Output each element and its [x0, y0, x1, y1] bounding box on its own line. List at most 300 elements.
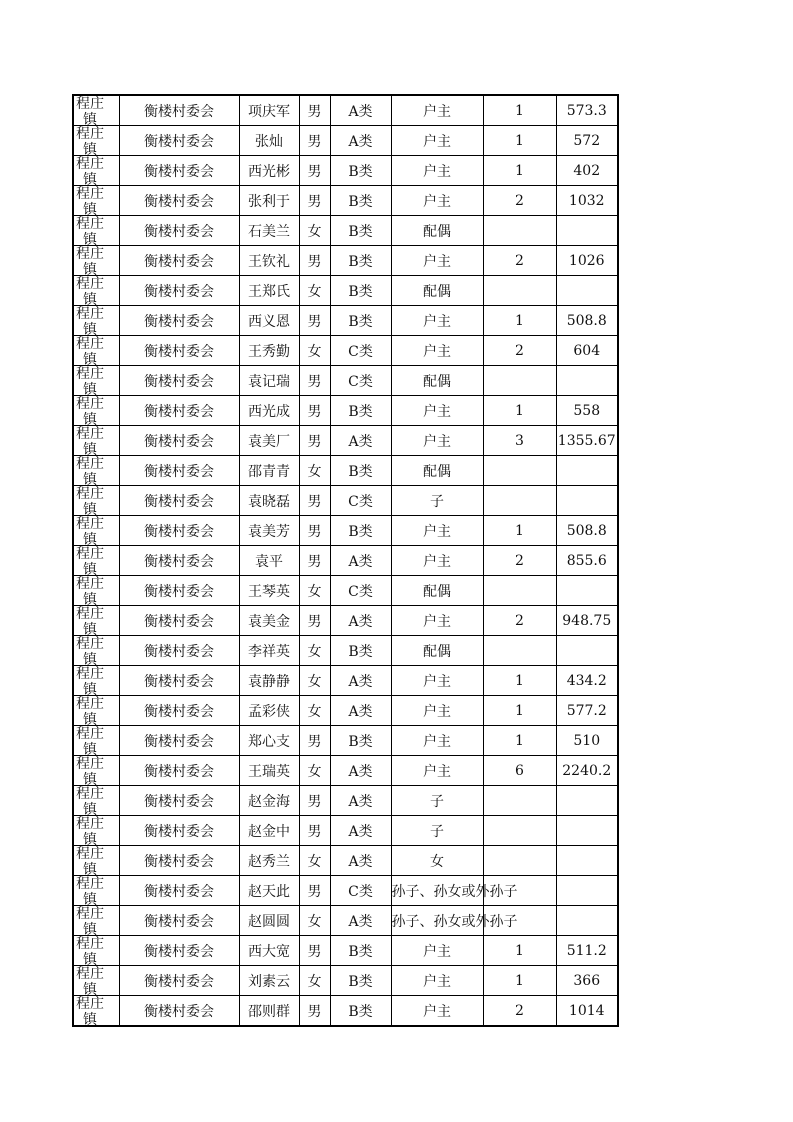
relation-cell: 户主 [391, 606, 483, 636]
town-cell [73, 996, 119, 1027]
category-cell: B类 [330, 996, 391, 1027]
name-cell: 郑心支 [239, 726, 299, 756]
amount-cell: 366 [556, 966, 618, 996]
name-cell: 邵青青 [239, 456, 299, 486]
count-cell: 1 [483, 95, 556, 126]
relation-cell: 户主 [391, 726, 483, 756]
relation-cell: 户主 [391, 426, 483, 456]
amount-cell: 402 [556, 156, 618, 186]
gender-cell: 男 [299, 816, 330, 846]
relation-text: 孙子、孙女或外孙子 [391, 883, 518, 900]
name-cell: 赵天此 [239, 876, 299, 906]
town-text: 程庄镇 [76, 126, 104, 158]
town-cell [73, 156, 119, 186]
name-cell: 西大宽 [239, 936, 299, 966]
name-cell: 袁美芳 [239, 516, 299, 546]
amount-cell [556, 576, 618, 606]
category-cell: A类 [330, 816, 391, 846]
table-row [73, 246, 618, 276]
amount-cell: 948.75 [556, 606, 618, 636]
count-cell [483, 276, 556, 306]
village-cell: 衡楼村委会 [119, 756, 239, 786]
relation-cell: 户主 [391, 546, 483, 576]
town-cell [73, 95, 119, 126]
category-cell: B类 [330, 306, 391, 336]
town-cell [73, 636, 119, 666]
town-text: 程庄镇 [76, 786, 104, 818]
town-text: 程庄镇 [76, 516, 104, 548]
village-cell: 衡楼村委会 [119, 936, 239, 966]
village-cell: 衡楼村委会 [119, 95, 239, 126]
name-cell: 赵金海 [239, 786, 299, 816]
town-cell [73, 426, 119, 456]
category-cell: B类 [330, 516, 391, 546]
gender-cell: 男 [299, 726, 330, 756]
count-cell [483, 486, 556, 516]
town-cell [73, 306, 119, 336]
town-cell [73, 786, 119, 816]
town-cell [73, 246, 119, 276]
village-cell: 衡楼村委会 [119, 666, 239, 696]
gender-cell: 男 [299, 396, 330, 426]
amount-cell: 1355.67 [556, 426, 618, 456]
category-cell: A类 [330, 906, 391, 936]
village-cell: 衡楼村委会 [119, 516, 239, 546]
town-text: 程庄镇 [76, 276, 104, 308]
table-row [73, 95, 618, 126]
gender-cell: 女 [299, 696, 330, 726]
town-cell [73, 366, 119, 396]
gender-cell: 男 [299, 546, 330, 576]
amount-cell [556, 876, 618, 906]
name-cell: 李祥英 [239, 636, 299, 666]
count-cell [483, 786, 556, 816]
gender-cell: 男 [299, 186, 330, 216]
count-cell [483, 216, 556, 246]
amount-cell: 855.6 [556, 546, 618, 576]
gender-cell: 女 [299, 336, 330, 366]
town-text: 程庄镇 [76, 666, 104, 698]
table-row [73, 306, 618, 336]
village-cell: 衡楼村委会 [119, 696, 239, 726]
category-cell: B类 [330, 636, 391, 666]
count-cell: 1 [483, 516, 556, 546]
relation-cell: 子 [391, 486, 483, 516]
town-text: 程庄镇 [76, 876, 104, 908]
category-cell: B类 [330, 726, 391, 756]
village-cell: 衡楼村委会 [119, 486, 239, 516]
category-cell: C类 [330, 876, 391, 906]
town-text: 程庄镇 [76, 186, 104, 218]
count-cell [483, 846, 556, 876]
amount-cell: 573.3 [556, 95, 618, 126]
name-cell: 刘素云 [239, 966, 299, 996]
amount-cell: 508.8 [556, 306, 618, 336]
town-cell [73, 396, 119, 426]
count-cell: 1 [483, 306, 556, 336]
name-cell: 王郑氏 [239, 276, 299, 306]
count-cell: 2 [483, 996, 556, 1027]
relation-cell: 配偶 [391, 276, 483, 306]
name-cell: 孟彩侠 [239, 696, 299, 726]
count-cell: 2 [483, 606, 556, 636]
town-cell [73, 726, 119, 756]
amount-cell: 572 [556, 126, 618, 156]
amount-cell: 1032 [556, 186, 618, 216]
town-text: 程庄镇 [76, 606, 104, 638]
relation-cell: 户主 [391, 126, 483, 156]
table-row [73, 366, 618, 396]
amount-cell: 1014 [556, 996, 618, 1027]
town-text: 程庄镇 [76, 546, 104, 578]
town-text: 程庄镇 [76, 996, 104, 1028]
relation-cell: 户主 [391, 186, 483, 216]
name-cell: 袁静静 [239, 666, 299, 696]
town-cell [73, 936, 119, 966]
table-row [73, 336, 618, 366]
table-row [73, 996, 618, 1027]
relation-cell: 户主 [391, 996, 483, 1027]
village-cell: 衡楼村委会 [119, 876, 239, 906]
town-text: 程庄镇 [76, 966, 104, 998]
table-row [73, 186, 618, 216]
town-text: 程庄镇 [76, 636, 104, 668]
category-cell: A类 [330, 546, 391, 576]
gender-cell: 女 [299, 756, 330, 786]
relation-cell: 户主 [391, 336, 483, 366]
relation-cell: 户主 [391, 95, 483, 126]
gender-cell: 男 [299, 126, 330, 156]
name-cell: 袁平 [239, 546, 299, 576]
category-cell: A类 [330, 666, 391, 696]
count-cell: 1 [483, 666, 556, 696]
relation-cell: 女 [391, 846, 483, 876]
category-cell: B类 [330, 966, 391, 996]
count-cell: 2 [483, 186, 556, 216]
table-row [73, 426, 618, 456]
relation-cell [391, 906, 518, 936]
village-cell: 衡楼村委会 [119, 546, 239, 576]
category-cell: A类 [330, 426, 391, 456]
count-cell [483, 816, 556, 846]
table-row [73, 876, 618, 906]
relation-cell: 户主 [391, 936, 483, 966]
count-cell: 1 [483, 726, 556, 756]
category-cell: B类 [330, 186, 391, 216]
data-table [72, 94, 619, 1027]
town-text: 程庄镇 [76, 156, 104, 188]
gender-cell: 男 [299, 936, 330, 966]
table-row [73, 126, 618, 156]
category-cell: C类 [330, 366, 391, 396]
name-cell: 项庆军 [239, 95, 299, 126]
town-cell [73, 546, 119, 576]
town-cell [73, 486, 119, 516]
relation-cell: 户主 [391, 396, 483, 426]
gender-cell: 女 [299, 906, 330, 936]
amount-cell: 558 [556, 396, 618, 426]
town-text: 程庄镇 [76, 936, 104, 968]
gender-cell: 女 [299, 276, 330, 306]
village-cell: 衡楼村委会 [119, 816, 239, 846]
amount-cell: 2240.2 [556, 756, 618, 786]
count-cell: 1 [483, 156, 556, 186]
count-cell [483, 576, 556, 606]
town-text: 程庄镇 [76, 756, 104, 788]
gender-cell: 男 [299, 516, 330, 546]
count-cell [483, 636, 556, 666]
town-cell [73, 906, 119, 936]
table-row [73, 756, 618, 786]
gender-cell: 男 [299, 996, 330, 1027]
table-row [73, 786, 618, 816]
count-cell [483, 456, 556, 486]
town-text: 程庄镇 [76, 216, 104, 248]
table-row [73, 816, 618, 846]
town-cell [73, 846, 119, 876]
category-cell: A类 [330, 786, 391, 816]
village-cell: 衡楼村委会 [119, 216, 239, 246]
relation-cell: 子 [391, 816, 483, 846]
town-cell [73, 576, 119, 606]
relation-text: 孙子、孙女或外孙子 [391, 913, 518, 930]
amount-cell [556, 276, 618, 306]
table-row [73, 456, 618, 486]
count-cell: 1 [483, 396, 556, 426]
village-cell: 衡楼村委会 [119, 786, 239, 816]
amount-cell: 510 [556, 726, 618, 756]
count-cell: 1 [483, 966, 556, 996]
count-cell: 1 [483, 126, 556, 156]
count-cell: 6 [483, 756, 556, 786]
village-cell: 衡楼村委会 [119, 726, 239, 756]
category-cell: A类 [330, 606, 391, 636]
village-cell: 衡楼村委会 [119, 366, 239, 396]
table-body [73, 95, 618, 1026]
village-cell: 衡楼村委会 [119, 456, 239, 486]
table-row [73, 966, 618, 996]
count-cell: 2 [483, 546, 556, 576]
name-cell: 西光彬 [239, 156, 299, 186]
village-cell: 衡楼村委会 [119, 606, 239, 636]
relation-cell: 户主 [391, 516, 483, 546]
relation-cell: 户主 [391, 246, 483, 276]
table-row [73, 606, 618, 636]
amount-cell [556, 216, 618, 246]
name-cell: 袁晓磊 [239, 486, 299, 516]
count-cell: 3 [483, 426, 556, 456]
amount-cell [556, 816, 618, 846]
amount-cell: 434.2 [556, 666, 618, 696]
relation-cell: 子 [391, 786, 483, 816]
gender-cell: 女 [299, 216, 330, 246]
gender-cell: 女 [299, 456, 330, 486]
count-cell [483, 366, 556, 396]
name-cell: 袁美厂 [239, 426, 299, 456]
village-cell: 衡楼村委会 [119, 336, 239, 366]
relation-cell: 配偶 [391, 216, 483, 246]
name-cell: 西义恩 [239, 306, 299, 336]
town-cell [73, 276, 119, 306]
amount-cell [556, 906, 618, 936]
town-text: 程庄镇 [76, 246, 104, 278]
town-text: 程庄镇 [76, 426, 104, 458]
name-cell: 袁记瑞 [239, 366, 299, 396]
town-cell [73, 606, 119, 636]
town-cell [73, 666, 119, 696]
amount-cell: 577.2 [556, 696, 618, 726]
table-row [73, 276, 618, 306]
town-cell [73, 456, 119, 486]
table-row [73, 936, 618, 966]
village-cell: 衡楼村委会 [119, 126, 239, 156]
name-cell: 邵则群 [239, 996, 299, 1027]
gender-cell: 男 [299, 95, 330, 126]
table-row [73, 576, 618, 606]
category-cell: B类 [330, 396, 391, 426]
town-cell [73, 756, 119, 786]
table-row [73, 906, 618, 936]
category-cell: A类 [330, 756, 391, 786]
category-cell: B类 [330, 276, 391, 306]
relation-cell: 户主 [391, 756, 483, 786]
table-row [73, 516, 618, 546]
category-cell: A类 [330, 696, 391, 726]
table-row [73, 216, 618, 246]
town-cell [73, 696, 119, 726]
table-row [73, 156, 618, 186]
town-text: 程庄镇 [76, 96, 104, 128]
amount-cell [556, 366, 618, 396]
amount-cell [556, 786, 618, 816]
relation-cell: 配偶 [391, 576, 483, 606]
gender-cell: 男 [299, 876, 330, 906]
name-cell: 张灿 [239, 126, 299, 156]
town-cell [73, 216, 119, 246]
relation-cell [391, 876, 518, 906]
table-row [73, 696, 618, 726]
gender-cell: 女 [299, 636, 330, 666]
relation-cell: 配偶 [391, 636, 483, 666]
relation-cell: 户主 [391, 306, 483, 336]
table-row [73, 486, 618, 516]
category-cell: A类 [330, 846, 391, 876]
gender-cell: 男 [299, 486, 330, 516]
gender-cell: 女 [299, 966, 330, 996]
name-cell: 石美兰 [239, 216, 299, 246]
table-row [73, 726, 618, 756]
name-cell: 袁美金 [239, 606, 299, 636]
town-cell [73, 966, 119, 996]
gender-cell: 男 [299, 156, 330, 186]
relation-cell: 户主 [391, 966, 483, 996]
category-cell: C类 [330, 576, 391, 606]
village-cell: 衡楼村委会 [119, 426, 239, 456]
town-text: 程庄镇 [76, 456, 104, 488]
table-row [73, 546, 618, 576]
town-text: 程庄镇 [76, 396, 104, 428]
village-cell: 衡楼村委会 [119, 966, 239, 996]
town-text: 程庄镇 [76, 576, 104, 608]
relation-cell: 配偶 [391, 366, 483, 396]
village-cell: 衡楼村委会 [119, 906, 239, 936]
village-cell: 衡楼村委会 [119, 636, 239, 666]
village-cell: 衡楼村委会 [119, 996, 239, 1027]
category-cell: C类 [330, 336, 391, 366]
count-cell: 1 [483, 696, 556, 726]
category-cell: B类 [330, 216, 391, 246]
village-cell: 衡楼村委会 [119, 246, 239, 276]
town-text: 程庄镇 [76, 906, 104, 938]
village-cell: 衡楼村委会 [119, 576, 239, 606]
town-text: 程庄镇 [76, 696, 104, 728]
count-cell: 2 [483, 246, 556, 276]
count-cell: 1 [483, 936, 556, 966]
name-cell: 王琴英 [239, 576, 299, 606]
category-cell: C类 [330, 486, 391, 516]
name-cell: 赵秀兰 [239, 846, 299, 876]
gender-cell: 男 [299, 306, 330, 336]
amount-cell [556, 456, 618, 486]
amount-cell [556, 846, 618, 876]
town-cell [73, 816, 119, 846]
gender-cell: 男 [299, 786, 330, 816]
town-text: 程庄镇 [76, 816, 104, 848]
village-cell: 衡楼村委会 [119, 306, 239, 336]
amount-cell [556, 486, 618, 516]
name-cell: 西光成 [239, 396, 299, 426]
village-cell: 衡楼村委会 [119, 186, 239, 216]
town-cell [73, 186, 119, 216]
table-row [73, 846, 618, 876]
town-text: 程庄镇 [76, 486, 104, 518]
name-cell: 张利于 [239, 186, 299, 216]
relation-cell: 户主 [391, 156, 483, 186]
name-cell: 赵金中 [239, 816, 299, 846]
name-cell: 赵圆圆 [239, 906, 299, 936]
name-cell: 王钦礼 [239, 246, 299, 276]
amount-cell: 604 [556, 336, 618, 366]
name-cell: 王瑞英 [239, 756, 299, 786]
gender-cell: 女 [299, 576, 330, 606]
relation-cell: 户主 [391, 696, 483, 726]
town-text: 程庄镇 [76, 306, 104, 338]
category-cell: B类 [330, 246, 391, 276]
gender-cell: 男 [299, 426, 330, 456]
category-cell: B类 [330, 156, 391, 186]
amount-cell: 511.2 [556, 936, 618, 966]
amount-cell [556, 636, 618, 666]
table-row [73, 636, 618, 666]
village-cell: 衡楼村委会 [119, 846, 239, 876]
town-text: 程庄镇 [76, 846, 104, 878]
town-cell [73, 126, 119, 156]
category-cell: A类 [330, 126, 391, 156]
amount-cell: 508.8 [556, 516, 618, 546]
village-cell: 衡楼村委会 [119, 396, 239, 426]
table-row [73, 396, 618, 426]
town-text: 程庄镇 [76, 336, 104, 368]
gender-cell: 女 [299, 846, 330, 876]
town-cell [73, 876, 119, 906]
relation-cell: 户主 [391, 666, 483, 696]
town-text: 程庄镇 [76, 726, 104, 758]
relation-cell: 配偶 [391, 456, 483, 486]
town-cell [73, 336, 119, 366]
gender-cell: 男 [299, 246, 330, 276]
village-cell: 衡楼村委会 [119, 156, 239, 186]
category-cell: B类 [330, 936, 391, 966]
